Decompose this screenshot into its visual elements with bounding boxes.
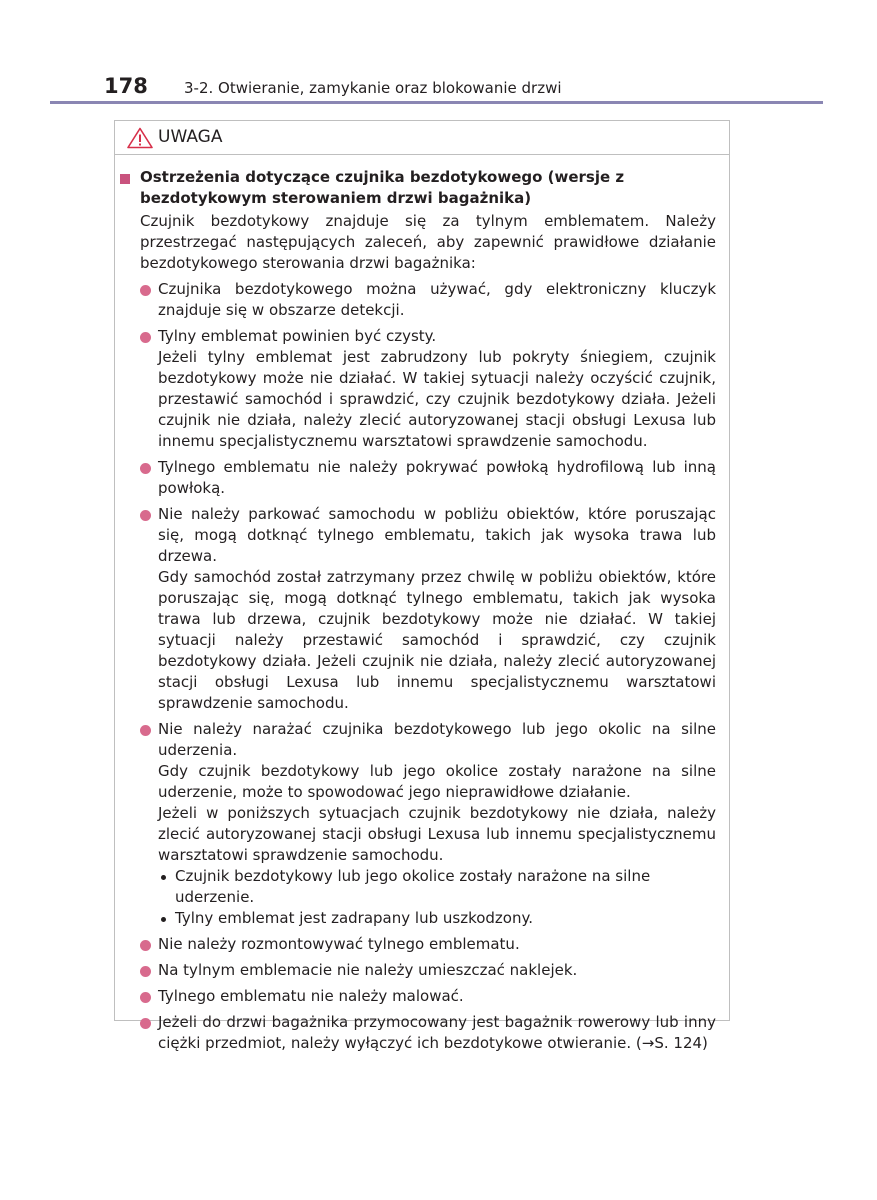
bullet-item [120,326,716,452]
sub-list [158,866,716,929]
caution-label: UWAGA [158,127,223,147]
round-bullet-icon [140,992,151,1003]
bullet-item [120,279,716,321]
bullet-text: Jeżeli do drzwi bagażnika przymocowany jest bagażnik rowerowy lub inny ciężki przedmiot, należy wyłączyć ich bezdotykowe otwieranie. (→S. 124) [158,1013,716,1052]
header-rule [50,101,823,104]
bullet-text: Nie należy narażać czujnika bezdotykowego lub jego okolic na silne uderzenia. [158,720,716,759]
caution-header [115,121,729,155]
small-bullet-icon [161,917,166,922]
page-header [0,0,877,110]
bullet-list [120,279,716,1054]
bullet-text: Na tylnym emblemacie nie należy umieszczać naklejek. [158,961,578,979]
page-number: 178 [104,74,148,98]
square-bullet-icon [120,174,130,184]
round-bullet-icon [140,1018,151,1029]
bullet-text: Czujnika bezdotykowego można używać, gdy elektroniczny kluczyk znajduje się w obszarze detekcji. [158,280,716,319]
bullet-text: Tylnego emblematu nie należy pokrywać powłoką hydrofilową lub inną powłoką. [158,458,716,497]
caution-intro: Czujnik bezdotykowy znajduje się za tylnym emblematem. Należy przestrzegać następujących zaleceń, aby zapewnić prawidłowe działanie bezdotykowego sterowania drzwi bagażnika: [140,212,716,272]
bullet-text: Tylny emblemat powinien być czysty. [158,327,437,345]
section-title: 3-2. Otwieranie, zamykanie oraz blokowanie drzwi [184,79,562,97]
bullet-item [120,1012,716,1054]
bullet-text: Nie należy rozmontowywać tylnego emblematu. [158,935,520,953]
bullet-detail: Jeżeli w poniższych sytuacjach czujnik bezdotykowy nie działa, należy zlecić autoryzowanej stacji obsługi Lexusa lub innemu specjalistycznemu warsztatowi sprawdzenie samochodu. [158,804,716,864]
sub-item [158,866,716,908]
bullet-detail: Jeżeli tylny emblemat jest zabrudzony lub pokryty śniegiem, czujnik bezdotykowy może nie działać. W takiej sytuacji należy oczyścić czujnik, przestawić samochód i sprawdzić, czy czujnik bezdotykowy działa. Jeżeli czujnik nie działa, należy zlecić autoryzowanej stacji obsługi Lexusa lub innemu specjalistycznemu warsztatowi sprawdzenie samochodu. [158,348,716,450]
bullet-item [120,504,716,714]
bullet-item [120,986,716,1007]
sub-item [158,908,716,929]
round-bullet-icon [140,463,151,474]
sub-item-text: Tylny emblemat jest zadrapany lub uszkodzony. [175,909,533,927]
bullet-item [120,457,716,499]
bullet-item [120,960,716,981]
bullet-item [120,934,716,955]
bullet-text: Nie należy parkować samochodu w pobliżu obiektów, które poruszając się, mogą dotknąć tylnego emblematu, takich jak wysoka trawa lub drzewa. [158,505,716,565]
warning-triangle-icon [127,127,153,149]
round-bullet-icon [140,966,151,977]
caution-heading-text: Ostrzeżenia dotyczące czujnika bezdotykowego (wersje z bezdotykowym sterowaniem drzwi bagażnika) [140,168,625,207]
caution-heading [120,167,716,209]
small-bullet-icon [161,875,166,880]
caution-content [120,167,716,1059]
sub-item-text: Czujnik bezdotykowy lub jego okolice zostały narażone na silne uderzenie. [175,867,651,906]
round-bullet-icon [140,510,151,521]
bullet-text: Tylnego emblematu nie należy malować. [158,987,464,1005]
round-bullet-icon [140,725,151,736]
round-bullet-icon [140,332,151,343]
bullet-detail: Gdy czujnik bezdotykowy lub jego okolice zostały narażone na silne uderzenie, może to spowodować jego nieprawidłowe działanie. [158,762,716,801]
bullet-item [120,719,716,929]
round-bullet-icon [140,285,151,296]
round-bullet-icon [140,940,151,951]
bullet-detail: Gdy samochód został zatrzymany przez chwilę w pobliżu obiektów, które poruszając się, mogą dotknąć tylnego emblematu, takich jak wysoka trawa lub drzewa, czujnik bezdotykowy może nie działać. W takiej sytuacji należy przestawić samochód i sprawdzić, czy czujnik bezdotykowy działa. Jeżeli czujnik nie działa, należy zlecić autoryzowanej stacji obsługi Lexusa lub innemu specjalistycznemu warsztatowi sprawdzenie samochodu. [158,568,716,712]
